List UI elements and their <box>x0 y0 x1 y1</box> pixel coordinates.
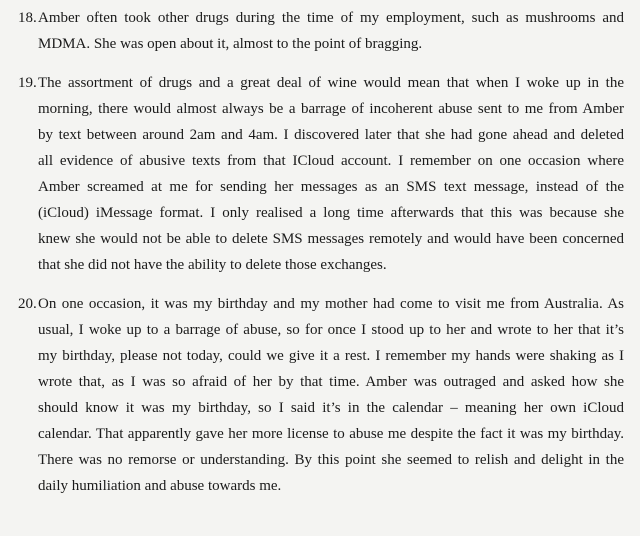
paragraph-line: (iCloud) iMessage format. I only realised a long time afterwards that this was because she <box>38 205 624 221</box>
paragraph-line: all evidence of abusive texts from that ICloud account. I remember on one occasion where <box>38 153 624 169</box>
paragraph-line: morning, there would almost always be a barrage of incoherent abuse sent to me from Amber <box>38 101 624 117</box>
paragraph-line: MDMA. She was open about it, almost to the point of bragging. <box>38 36 423 52</box>
paragraph-line: wrote that, as I was so afraid of her by that time. Amber was outraged and asked how she <box>38 374 624 390</box>
paragraph-number: 19. <box>18 75 37 91</box>
paragraph-line: knew she would not be able to delete SMS messages remotely and would have been concerned <box>38 231 624 247</box>
paragraph-line: daily humiliation and abuse towards me. <box>38 478 282 494</box>
paragraph-line: my birthday, please not today, could we give it a rest. I remember my hands were shaking as I <box>38 348 624 364</box>
paragraph-line: Amber often took other drugs during the time of my employment, such as mushrooms and <box>38 10 624 26</box>
paragraph-line: The assortment of drugs and a great deal of wine would mean that when I woke up in the <box>38 75 624 91</box>
paragraph-number: 20. <box>18 296 37 312</box>
paragraph-line: that she did not have the ability to delete those exchanges. <box>38 257 387 273</box>
paragraph-line: There was no remorse or understanding. By this point she seemed to relish and delight in the <box>38 452 624 468</box>
paragraph-line: should know it was my birthday, so I said it’s in the calendar – meaning her own iCloud <box>38 400 624 416</box>
paragraph-line: usual, I woke up to a barrage of abuse, so for once I stood up to her and wrote to her that it’s <box>38 322 624 338</box>
paragraph-number: 18. <box>18 10 37 26</box>
paragraph-line: calendar. That apparently gave her more license to abuse me despite the fact it was my birthday. <box>38 426 624 442</box>
paragraph-line: by text between around 2am and 4am. I discovered later that she had gone ahead and deleted <box>38 127 624 143</box>
paragraph-line: On one occasion, it was my birthday and my mother had come to visit me from Australia. As <box>38 296 624 312</box>
paragraph-line: Amber screamed at me for sending her messages as an SMS text message, instead of the <box>38 179 624 195</box>
